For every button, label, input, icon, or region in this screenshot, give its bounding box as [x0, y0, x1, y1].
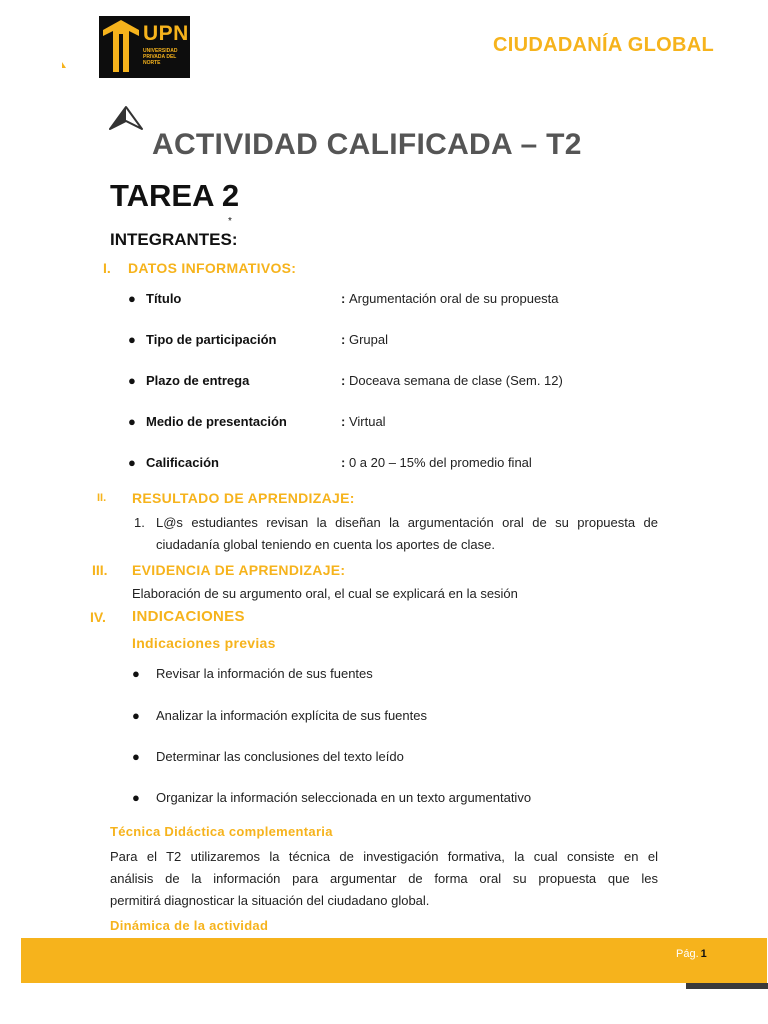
section1-number: I. [103, 260, 111, 276]
bullet-icon: ● [128, 455, 136, 470]
info-label: Título [146, 291, 182, 306]
evidence-text: Elaboración de su argumento oral, el cual se explicará en la sesión [132, 586, 518, 601]
section4-title: INDICACIONES [132, 608, 245, 625]
footer-rule [686, 983, 768, 989]
info-value-row: : Grupal [341, 332, 388, 347]
upn-arrow-logo-icon [99, 16, 143, 78]
upn-logo [99, 16, 190, 78]
section4-number: IV. [90, 609, 106, 625]
list-item-text: Determinar las conclusiones del texto leído [156, 749, 404, 764]
bullet-icon: ● [128, 291, 136, 306]
info-label: Calificación [146, 455, 219, 470]
page-number-value: 1 [700, 948, 707, 960]
bullet-icon: ● [128, 373, 136, 388]
technique-title: Técnica Didáctica complementaria [110, 824, 333, 839]
info-value: 0 a 20 – 15% del promedio final [348, 455, 532, 470]
info-value: Grupal [348, 332, 388, 347]
list-item-text: Organizar la información seleccionada en un texto argumentativo [156, 790, 532, 805]
section3-title: EVIDENCIA DE APRENDIZAJE: [132, 562, 346, 578]
page-label: Pág. [676, 948, 699, 960]
bullet-icon: ● [132, 790, 140, 805]
bullet-icon: ● [128, 332, 136, 347]
asterisk-mark: * [228, 216, 232, 227]
info-value-row: : 0 a 20 – 15% del promedio final [341, 455, 532, 470]
task-title: TAREA 2 [110, 178, 240, 213]
footer-bar [21, 938, 767, 983]
section1-title: DATOS INFORMATIVOS: [128, 260, 297, 276]
page-title: ACTIVIDAD CALIFICADA – T2 [152, 128, 582, 161]
info-value-row: : Doceava semana de clase (Sem. 12) [341, 373, 563, 388]
bullet-icon: ● [132, 666, 140, 681]
learning-outcome-line1: L@s estudiantes revisan la diseñan la argumentación oral de su propuesta de [156, 515, 658, 530]
course-title: CIUDADANÍA GLOBAL [492, 34, 714, 56]
logo-subtext: UNIVERSIDAD PRIVADA DEL NORTE [143, 48, 178, 66]
info-value: Doceava semana de clase (Sem. 12) [348, 373, 563, 388]
learning-outcome-line2: ciudadanía global teniendo en cuenta los aportes de clase. [156, 537, 495, 552]
section2-title: RESULTADO DE APRENDIZAJE: [132, 490, 355, 506]
logo-text: UPN [143, 22, 189, 45]
section3-number: III. [92, 562, 108, 578]
list-item-text: Analizar la información explícita de sus fuentes [156, 708, 427, 723]
info-label: Plazo de entrega [146, 373, 250, 388]
technique-line1: Para el T2 utilizaremos la técnica de investigación formativa, la cual consiste en el [110, 849, 658, 864]
info-label: Medio de presentación [146, 414, 287, 429]
info-value: Virtual [348, 414, 386, 429]
info-value-row: : Virtual [341, 414, 386, 429]
list-item-text: Revisar la información de sus fuentes [156, 666, 373, 681]
info-label: Tipo de participación [146, 332, 277, 347]
section2-number: II. [97, 492, 107, 504]
section4-subtitle: Indicaciones previas [132, 635, 276, 651]
info-value: Argumentación oral de su propuesta [348, 291, 559, 306]
navigation-arrow-icon [108, 105, 144, 131]
bullet-icon: ● [132, 749, 140, 764]
bullet-icon: ● [132, 708, 140, 723]
learning-outcome-number: 1. [134, 515, 145, 530]
members-label: INTEGRANTES: [110, 230, 238, 249]
technique-line2: análisis de la información para argumentar de forma oral su propuesta que les [110, 871, 658, 886]
bullet-icon: ● [128, 414, 136, 429]
dynamics-title: Dinámica de la actividad [110, 918, 269, 933]
side-mark-icon [62, 62, 66, 68]
info-value-row: : Argumentación oral de su propuesta [341, 291, 559, 306]
page-number [676, 948, 707, 960]
technique-line3: permitirá diagnosticar la situación del ciudadano global. [110, 893, 430, 908]
